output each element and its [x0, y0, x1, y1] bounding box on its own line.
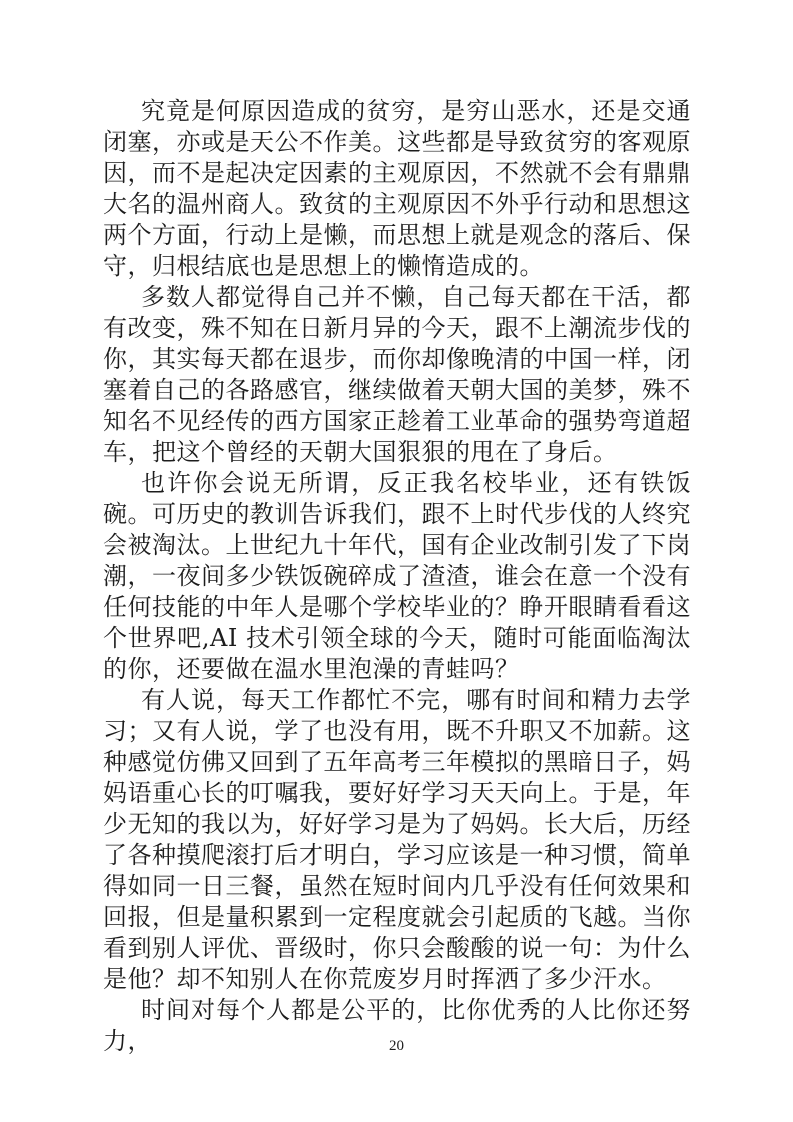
text-body — [103, 96, 691, 1057]
paragraph-3: 也许你会说无所谓，反正我名校毕业，还有铁饭碗。可历史的教训告诉我们，跟不上时代步伐的人终究会被淘汰。上世纪九十年代，国有企业改制引发了下岗潮，一夜间多少铁饭碗碎成了渣渣，谁会在意一个没有任何技能的中年人是哪个学校毕业的？睁开眼睛看看这个世界吧,AI 技术引领全球的今天，随时可能面临淘汰的你，还要做在温水里泡澡的青蛙吗？ — [103, 469, 691, 683]
paragraph-1: 究竟是何原因造成的贫穷，是穷山恶水，还是交通闭塞，亦或是天公不作美。这些都是导致贫穷的客观原因，而不是起决定因素的主观原因，不然就不会有鼎鼎大名的温州商人。致贫的主观原因不外乎行动和思想这两个方面，行动上是懒，而思想上就是观念的落后、保守，归根结底也是思想上的懒惰造成的。 — [103, 97, 691, 280]
paragraph-2: 多数人都觉得自己并不懒，自己每天都在干活，都有改变，殊不知在日新月异的今天，跟不上潮流步伐的你，其实每天都在退步，而你却像晚清的中国一样，闭塞着自己的各路感官，继续做着天朝大国的美梦，殊不知名不见经传的西方国家正趁着工业革命的强势弯道超车，把这个曾经的天朝大国狠狠的甩在了身后。 — [103, 283, 691, 466]
page-number: 20 — [389, 1038, 404, 1054]
paragraph-4: 有人说，每天工作都忙不完，哪有时间和精力去学习；又有人说，学了也没有用，既不升职又不加薪。这种感觉仿佛又回到了五年高考三年模拟的黑暗日子，妈妈语重心长的叮嘱我，要好好学习天天向上。于是，年少无知的我以为，好好学习是为了妈妈。长大后，历经了各种摸爬滚打后才明白，学习应该是一种习惯，简单得如同一日三餐，虽然在短时间内几乎没有任何效果和回报，但是量积累到一定程度就会引起质的飞越。当你看到别人评优、晋级时，你只会酸酸的说一句：为什么是他？却不知别人在你荒废岁月时挥洒了多少汗水。 — [103, 686, 691, 993]
paragraph-5: 时间对每个人都是公平的，比你优秀的人比你还努力， — [103, 996, 691, 1055]
